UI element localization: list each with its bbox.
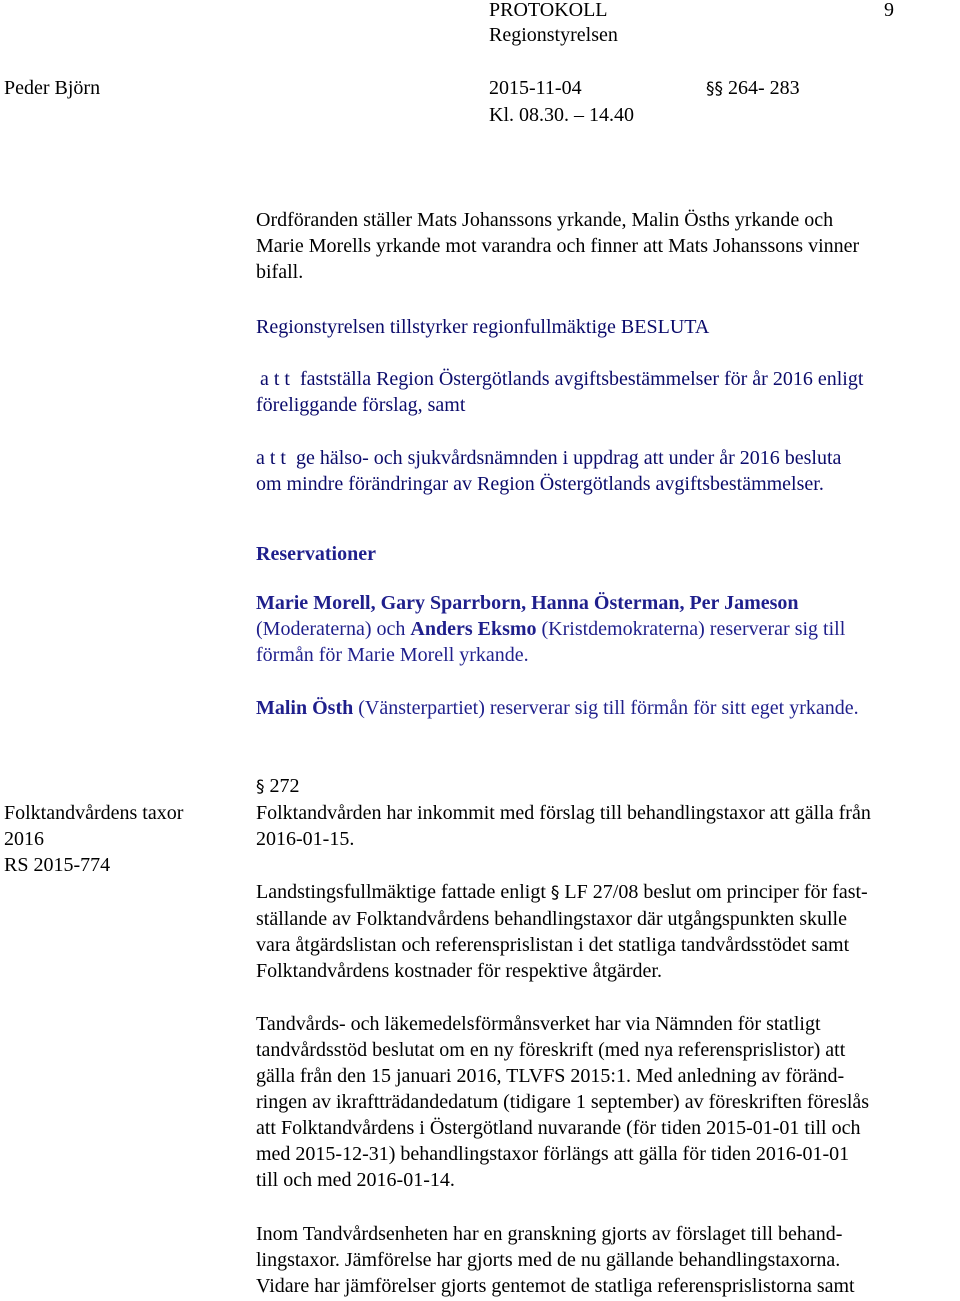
reservations-heading (256, 541, 956, 567)
body-name: Regionstyrelsen (489, 24, 618, 46)
section-sidebar (4, 800, 183, 878)
sidebar-year: 2016 (4, 828, 44, 850)
reservation-2 (256, 695, 956, 721)
paragraph-line: med 2015-12-31) behandlingstaxor förlängs att gälla för tiden 2016-01-01 (256, 1143, 850, 1165)
paragraph-line: ställande av Folktandvårdens behandlingstaxor där utgångspunkten skulle (256, 908, 847, 930)
paragraph-2 (256, 1011, 956, 1193)
att-text: fastställa Region Östergötlands avgiftsbestämmelser för år 2016 enligt (300, 368, 864, 390)
paragraph-line: till och med 2016-01-14. (256, 1169, 455, 1191)
reservation-name: Malin Östh (256, 697, 354, 719)
chair-line: Marie Morells yrkande mot varandra och finner att Mats Johanssons vinner (256, 235, 860, 257)
paragraph-line: Tandvårds- och läkemedelsförmånsverket har via Nämnden för statligt (256, 1013, 821, 1035)
att-text: föreliggande förslag, samt (256, 394, 466, 416)
paragraph-line: tandvårdsstöd beslutat om en ny föreskrift (med nya referensprislistor) att (256, 1039, 846, 1061)
section-mark-icon: § (706, 79, 715, 99)
section-mark-icon: § (550, 883, 560, 903)
secretary-name: Peder Björn (4, 77, 101, 99)
meeting-date: 2015-11-04 (489, 77, 582, 99)
att-prefix: a t t (256, 447, 286, 469)
section-mark-icon: § (256, 777, 265, 797)
section-mark-icon: § (714, 79, 723, 99)
section-range-text: 264- 283 (728, 77, 800, 99)
paragraph-text: Landstingsfullmäktige fattade enligt (256, 881, 551, 903)
section-range (706, 75, 800, 102)
paragraph-line: Folktandvårdens kostnader för respektive åtgärder. (256, 960, 662, 982)
reservation-party: (Moderaterna) och (256, 618, 411, 640)
intro-line: Folktandvården har inkommit med förslag till behandlingstaxor att gälla från (256, 802, 871, 824)
paragraph-line: att Folktandvårdens i Östergötland nuvarande (för tiden 2015-01-01 till och (256, 1117, 861, 1139)
paragraph-3 (256, 1221, 956, 1299)
reservation-names: Marie Morell, Gary Sparrborn, Hanna Österman, Per Jameson (256, 592, 799, 614)
document-type: PROTOKOLL (489, 0, 608, 21)
reservation-name: Anders Eksmo (410, 618, 537, 640)
sidebar-case-number: RS 2015-774 (4, 854, 111, 876)
paragraph-line: vara åtgärdslistan och referensprislistan i det statliga tandvårdsstödet samt (256, 934, 850, 956)
proposal-heading-text: Regionstyrelsen tillstyrker regionfullmäktige BESLUTA (256, 316, 710, 338)
att-clause-1 (256, 366, 956, 418)
paragraph-line: Vidare har jämförelser gjorts gentemot de statliga referensprislistorna samt (256, 1275, 855, 1297)
meeting-time: Kl. 08.30. – 14.40 (489, 104, 634, 126)
reservation-text: (Vänsterpartiet) reserverar sig till förmån för sitt eget yrkande. (353, 697, 859, 719)
att-text: om mindre förändringar av Region Östergötlands avgiftsbestämmelser. (256, 473, 824, 495)
att-clause-2 (256, 445, 956, 497)
paragraph-line: ringen av ikraftträdandedatum (tidigare 1 september) av föreskriften föreslås (256, 1091, 870, 1113)
paragraph-text: LF 27/08 beslut om principer för fast- (559, 881, 868, 903)
intro-line: 2016-01-15. (256, 828, 355, 850)
reservation-1 (256, 590, 956, 668)
att-text: ge hälso- och sjukvårdsnämnden i uppdrag att under år 2016 besluta (296, 447, 842, 469)
paragraph-line: lingstaxor. Jämförelse har gjorts med de nu gällande behandlingstaxorna. (256, 1249, 841, 1271)
chair-line: bifall. (256, 261, 304, 283)
paragraph-line: gälla från den 15 januari 2016, TLVFS 2015:1. Med anledning av föränd- (256, 1065, 845, 1087)
sidebar-title: Folktandvårdens taxor (4, 802, 184, 824)
reservation-text: (Kristdemokraterna) reserverar sig till (536, 618, 846, 640)
section-number: 272 (269, 775, 300, 797)
chair-statement (256, 207, 956, 285)
reservation-text: förmån för Marie Morell yrkande. (256, 644, 529, 666)
paragraph-1 (256, 879, 956, 984)
att-prefix: a t t (260, 368, 290, 390)
paragraph-line: Inom Tandvårdsenheten har en granskning gjorts av förslaget till behand- (256, 1223, 843, 1245)
section-272-header (256, 773, 956, 852)
chair-line: Ordföranden ställer Mats Johanssons yrkande, Malin Ösths yrkande och (256, 209, 834, 231)
proposal-heading (256, 314, 956, 340)
page-number: 9 (884, 0, 894, 21)
reservations-heading-text: Reservationer (256, 543, 376, 565)
